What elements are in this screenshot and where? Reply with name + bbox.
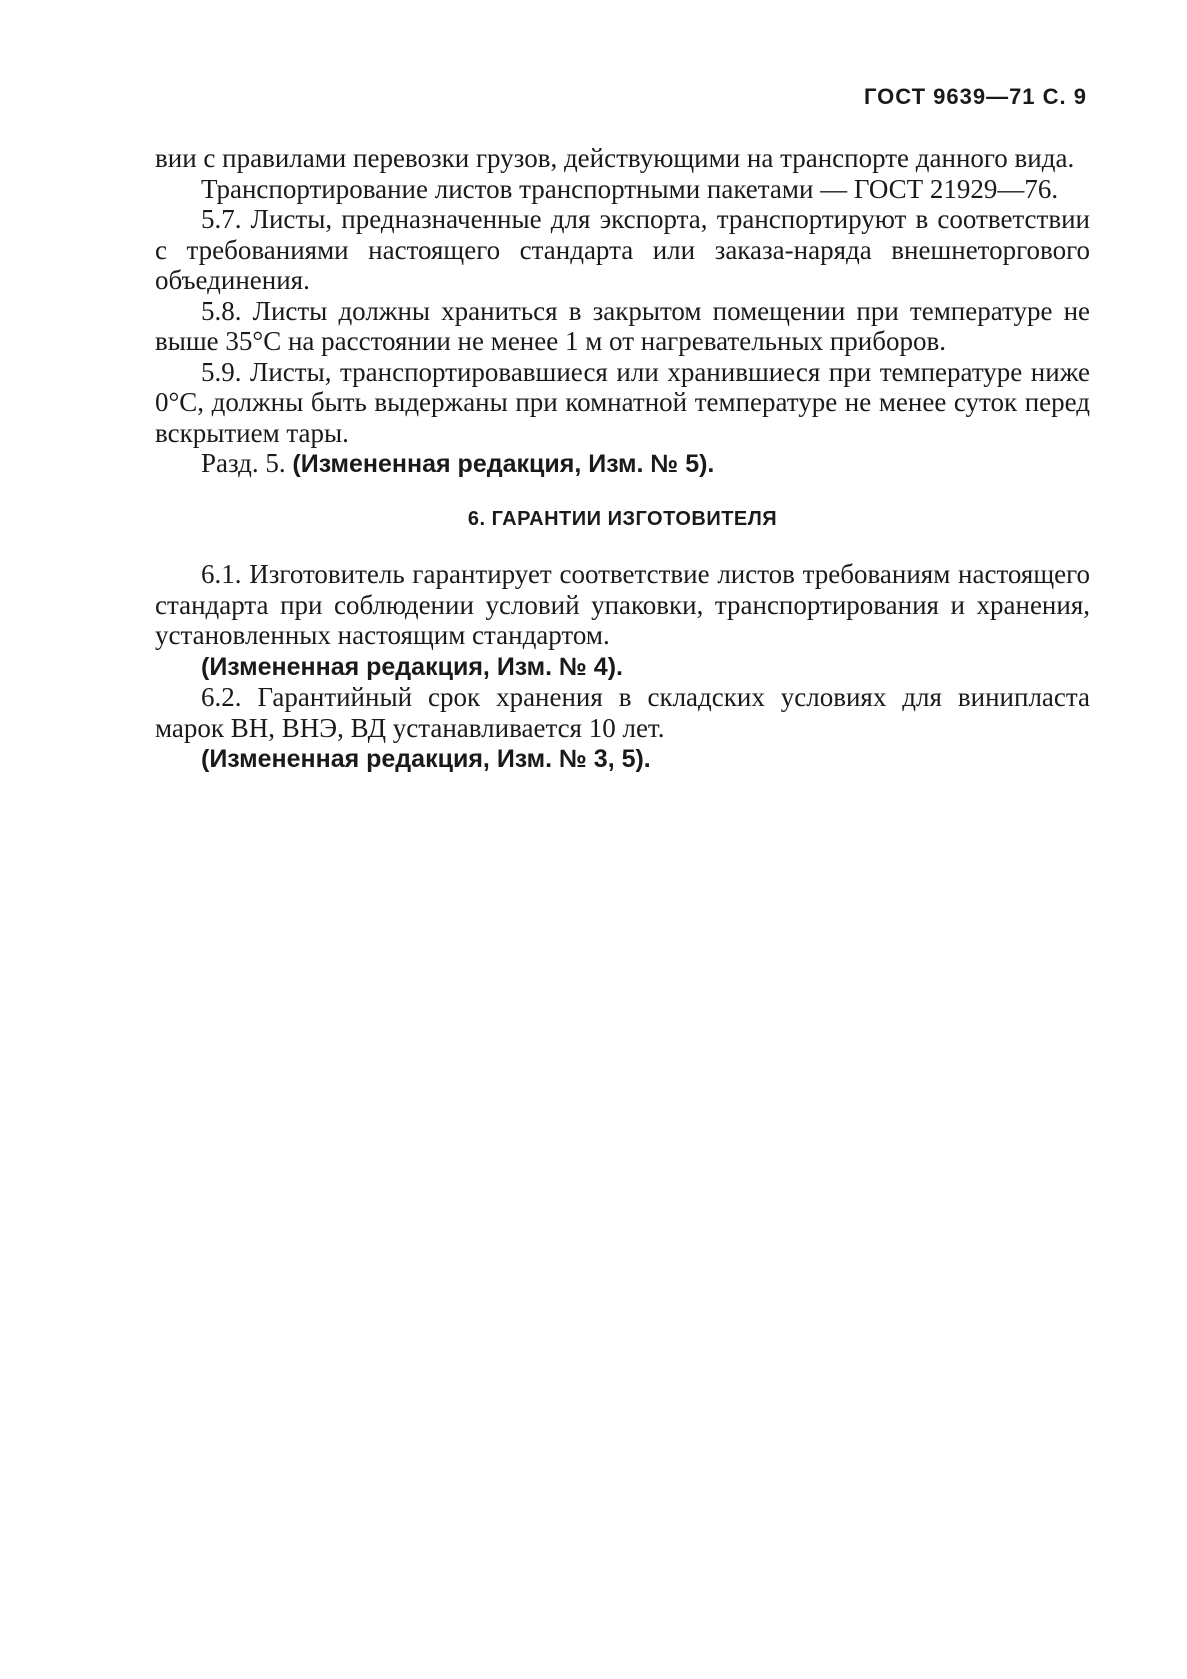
amendment-note-5: (Измененная редакция, Изм. № 5). — [292, 450, 715, 478]
document-body — [155, 143, 1090, 775]
paragraph-5-7: 5.7. Листы, предназначенные для экспорта, транспортируют в соответствии с требованиями настоящего стандарта или заказа-наряда внешнеторгового объединения. — [155, 204, 1090, 295]
paragraph-6-2: 6.2. Гарантийный срок хранения в складских условиях для винипласта марок ВН, ВНЭ, ВД устанавливается 10 лет. — [155, 682, 1090, 743]
amendment-note-3-5: (Измененная редакция, Изм. № 3, 5). — [201, 745, 651, 773]
paragraph-transport-rules: вии с правилами перевозки грузов, действующими на транспорте данного вида. — [155, 143, 1075, 173]
paragraph-section-5-amendment — [155, 448, 1090, 480]
paragraph-6-1-amendment — [155, 651, 1090, 683]
paragraph-6-1: 6.1. Изготовитель гарантирует соответствие листов требованиям настоящего стандарта при соблюдении условий упаковки, транспортирования и хранения, установленных настоящим стандартом. — [155, 559, 1090, 650]
amendment-prefix: Разд. 5. — [201, 448, 293, 478]
page-header: ГОСТ 9639—71 С. 9 — [863, 84, 1087, 109]
amendment-note-4: (Измененная редакция, Изм. № 4). — [201, 652, 623, 681]
section-6-title: 6. ГАРАНТИИ ИЗГОТОВИТЕЛЯ — [467, 507, 778, 530]
paragraph-5-8: 5.8. Листы должны храниться в закрытом помещении при температуре не выше 35°С на расстоянии не менее 1 м от нагревательных приборов. — [155, 295, 1090, 356]
paragraph-transport-packages: Транспортирование листов транспортными пакетами — ГОСТ 21929—76. — [201, 173, 1059, 204]
paragraph-6-2-amendment — [155, 743, 1090, 775]
paragraph-5-9: 5.9. Листы, транспортировавшиеся или хранившиеся при температуре ниже 0°С, должны быть выдержаны при комнатной температуре не менее суток перед вскрытием тары. — [155, 356, 1090, 448]
